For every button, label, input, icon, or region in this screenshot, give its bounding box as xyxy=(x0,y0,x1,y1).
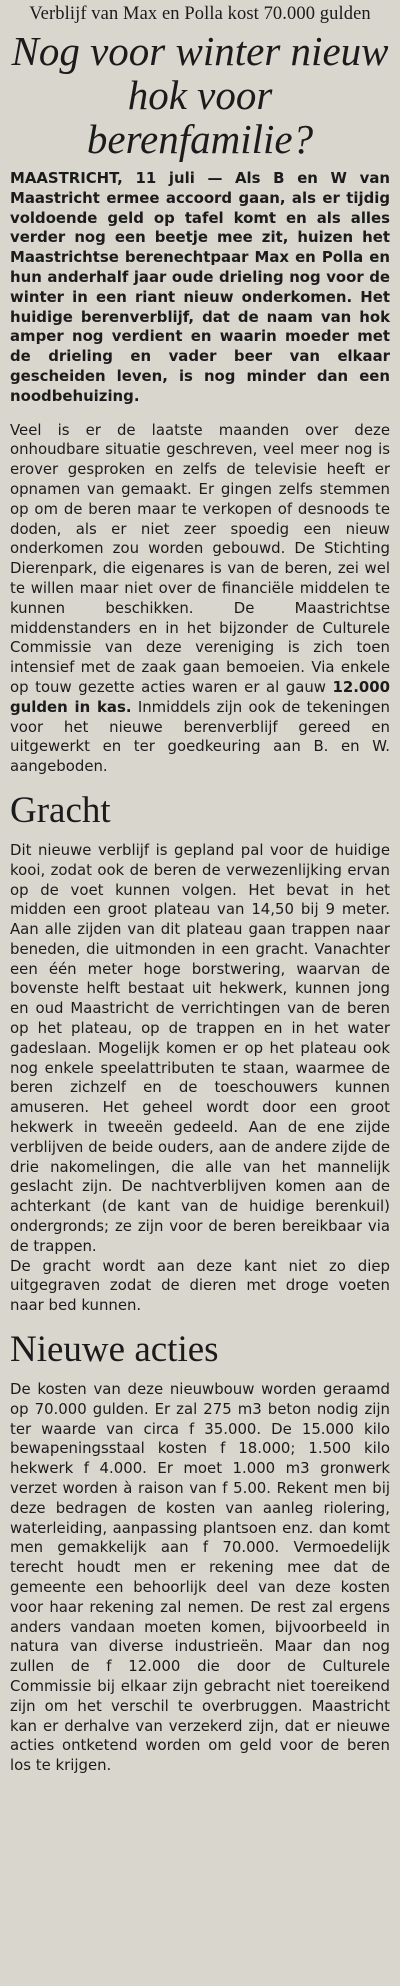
kicker: Verblijf van Max en Polla kost 70.000 gulden xyxy=(29,4,371,24)
headline-line-2: hok voor berenfamilie? xyxy=(86,72,314,162)
p1-text-after: Inmiddels zijn ook de tekeningen voor het nieuwe berenverblijf gereed en uitgewerkt en ter goedkeuring aan B. en W. aangeboden. xyxy=(10,697,390,776)
body-paragraph-1 xyxy=(10,421,390,777)
headline-line-1: Nog voor winter nieuw xyxy=(11,28,389,74)
headline xyxy=(10,29,390,161)
section-heading-gracht: Gracht xyxy=(10,789,111,831)
body-paragraph-2: Dit nieuwe verblijf is gepland pal voor de huidige kooi, zodat ook de beren de verwezenlijking ervan op de voet kunnen volgen. Het bevat in het midden een groot plateau van 14,50 bij 9 meter. Aan alle zijden van dit plateau gaan trappen naar beneden, die uitmonden in een gracht. Vanachter een één meter hoge borstwering, waarvan de bovenste helft bestaat uit hekwerk, kunnen jong en oud Maastricht de verrichtingen van de beren op het plateau, op de trappen en in het water gadeslaan. Mogelijk komen er op het plateau ook nog enkele speelattributen te staan, waarmee de beren zichzelf en de toeschouwers kunnen amuseren. Het geheel wordt door een groot hekwerk in tweeën gedeeld. Aan de ene zijde verblijven de beide ouders, aan de andere zijde de drie nakomelingen, die alle van het mannelijk geslacht zijn. De nachtverblijven komen aan de achterkant (de kant van de huidige berenkuil) ondergronds; ze zijn voor de beren bereikbaar via de trappen. xyxy=(10,840,390,1255)
section-heading-nieuwe-acties: Nieuwe acties xyxy=(10,1329,219,1371)
body-paragraph-4: De kosten van deze nieuwbouw worden geraamd op 70.000 gulden. Er zal 275 m3 beton nodig zijn ter waarde van circa f 35.000. De 15.000 kilo bewapeningsstaal kosten f 18.000; 1.500 kilo hekwerk f 4.000. Er moet 1.000 m3 gronwerk verzet worden à raison van f 5.00. Rekent men bij deze bedragen de kosten van aanleg riolering, waterleiding, aanpassing plantsoen enz. dan komt men gemakkelijk aan f 70.000. Vermoedelijk terecht houdt men er rekening mee dat de gemeente een behoorlijk deel van deze kosten voor haar rekening zal nemen. De rest zal ergens anders vandaan moeten komen, bijvoorbeeld in natura van diverse industrieën. Maar dan nog zullen de f 12.000 die door de Culturele Commissie bij elkaar zijn gebracht niet toereikend zijn om het verschil te overbruggen. Maastricht kan er derhalve van verzekerd zijn, dat er nieuwe acties ontketend worden om geld voor de beren los te krijgen. xyxy=(10,1380,390,1775)
lead-paragraph: MAASTRICHT, 11 juli — Als B en W van Maastricht ermee accoord gaan, als er tijdig voldoende geld op tafel komt en als alles verder nog een beetje mee zit, huizen het Maastrichtse berenechtpaar Max en Polla en hun anderhalf jaar oude drieling nog voor de winter in een riant nieuw onderkomen. Het huidige berenverblijf, dat de naam van hok amper nog verdient en waarin moeder met de drieling en vader beer van elkaar gescheiden leven, is nog minder dan een noodbehuizing. xyxy=(10,169,390,405)
body-paragraph-3: De gracht wordt aan deze kant niet zo diep uitgegraven zodat de dieren met droge voeten naar bed kunnen. xyxy=(10,1256,390,1315)
p1-text-before: Veel is er de laatste maanden over deze onhoudbare situatie geschreven, veel meer nog is erover gesproken en zelfs de televisie heeft er opnamen van gemaakt. Er gingen zelfs stemmen op om de beren maar te verkopen of desnoods te doden, als er niet zeer spoedig een nieuw onderkomen zou worden gebouwd. De Stichting Dierenpark, die eigenares is van de beren, zei wel te willen maar niet over de financiële middelen te kunnen beschikken. De Maastrichtse middenstanders en in het bijzonder de Culturele Commissie van deze vereniging is zich toen intensief met de zaak gaan bemoeien. Via enkele op touw gezette acties waren er al gauw xyxy=(10,420,390,696)
p1-bold-amount: 12.000 gulden in kas. xyxy=(10,677,390,716)
